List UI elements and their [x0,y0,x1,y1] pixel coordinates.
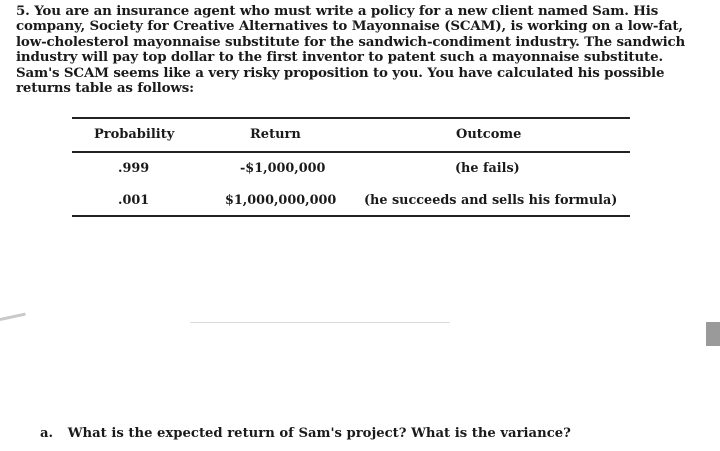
header-return: Return [250,127,301,142]
scan-artifact-left [0,313,26,321]
problem-line: company, Society for Creative Alternatives to Mayonnaise (SCAM), is working on a low-fat, [16,18,683,35]
row2-probability: .001 [118,193,150,208]
row1-probability: .999 [118,161,150,176]
scan-artifact-right [706,322,720,346]
question-a [40,426,571,441]
problem-line: low-cholesterol mayonnaise substitute for the sandwich-condiment industry. The sandwich [16,33,686,50]
table-top-rule [72,117,630,119]
question-label: a. [40,426,54,441]
row2-return: $1,000,000,000 [225,193,337,208]
header-probability: Probability [94,127,175,142]
question-text: What is the expected return of Sam's project? What is the variance? [67,426,571,441]
table-header-rule [72,151,630,153]
problem-line: 5. You are an insurance agent who must write a policy for a new client named Sam. His [16,3,659,19]
problem-line: Sam's SCAM seems like a very risky proposition to you. You have calculated his possible [16,64,665,81]
scan-artifact-line [190,322,450,323]
table-bottom-rule [72,215,630,217]
problem-line: returns table as follows: [16,80,194,97]
row2-outcome: (he succeeds and sells his formula) [364,193,618,208]
row1-return: -$1,000,000 [240,161,326,176]
problem-line: industry will pay top dollar to the first inventor to patent such a mayonnaise substitute. [16,49,663,66]
header-outcome: Outcome [456,127,522,142]
row1-outcome: (he fails) [455,161,520,176]
problem-statement [16,4,708,96]
